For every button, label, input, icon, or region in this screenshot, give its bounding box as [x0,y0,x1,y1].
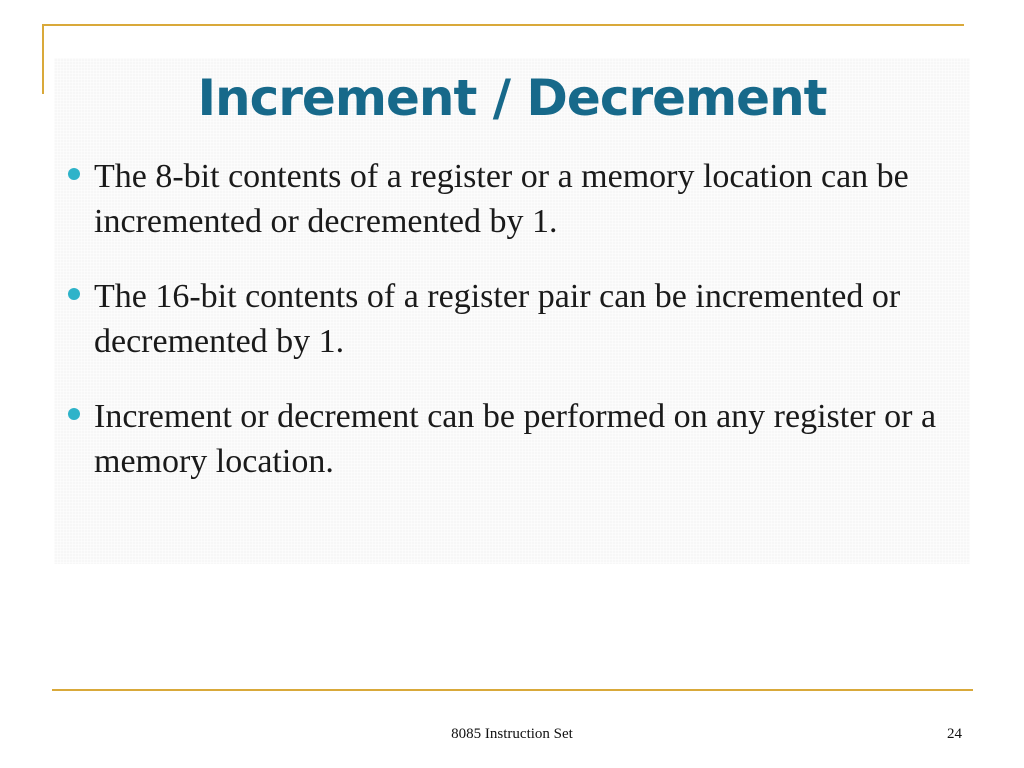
bullet-item [54,394,954,484]
slide-title: Increment / Decrement [197,69,827,127]
footer-title: 8085 Instruction Set [451,726,573,742]
bullet-dot-icon [68,408,80,420]
bullet-text: The 8-bit contents of a register or a memory location can be incremented or decremented by 1. [94,158,909,240]
frame-bottom-line [52,689,973,691]
frame-top-line [42,24,964,26]
bullet-text: The 16-bit contents of a register pair can be incremented or decremented by 1. [94,278,901,360]
bullet-dot-icon [68,288,80,300]
page-number: 24 [947,726,962,742]
bullet-dot-icon [68,168,80,180]
bullet-text: Increment or decrement can be performed on any register or a memory location. [94,398,937,480]
content-panel [54,58,970,564]
bullet-item [54,154,954,244]
frame-left-line [42,24,44,94]
bullet-list [54,154,954,514]
bullet-item [54,274,954,364]
